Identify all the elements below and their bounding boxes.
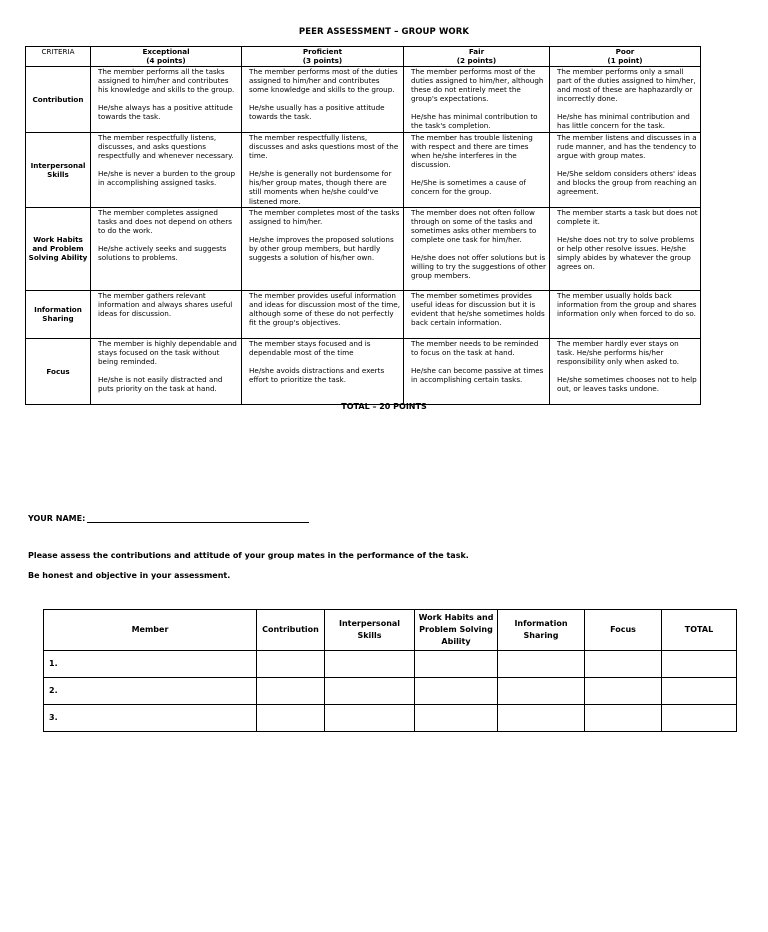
assessment-row bbox=[44, 651, 737, 678]
rubric-cell: The member performs most of the duties assigned to him/her, although these do not entirely meet the group's expectations. He/she has minimal contribution to the task's completion. bbox=[404, 67, 550, 133]
rubric-cell: The member sometimes provides useful ideas for discussion but it is evident that he/she sometimes holds back certain information. bbox=[404, 290, 550, 338]
rubric-row-contribution bbox=[26, 67, 701, 133]
header-total: TOTAL bbox=[662, 610, 737, 651]
rubric-header-row bbox=[26, 47, 701, 67]
rubric-cell: The member usually holds back information from the group and shares information only when forced to do so. bbox=[550, 290, 701, 338]
level-header-poor: Poor (1 point) bbox=[550, 47, 701, 67]
name-field-row bbox=[28, 513, 309, 523]
instruction-honest: Be honest and objective in your assessment. bbox=[28, 571, 231, 580]
score-cell[interactable] bbox=[257, 651, 325, 678]
rubric-table bbox=[25, 46, 701, 405]
level-header-exceptional: Exceptional (4 points) bbox=[91, 47, 242, 67]
rubric-cell: The member is highly dependable and stays focused on the task without being reminded. He/she is not easily distracted and puts priority on the task at hand. bbox=[91, 338, 242, 404]
criteria-header: CRITERIA bbox=[26, 47, 91, 67]
score-cell[interactable] bbox=[585, 705, 662, 732]
rubric-cell: The member has trouble listening with respect and there are times when he/she interferes in the discussion. He/She is sometimes a cause of concern for the group. bbox=[404, 133, 550, 208]
level-header-proficient: Proficient (3 points) bbox=[242, 47, 404, 67]
rubric-cell: The member completes assigned tasks and does not depend on others to do the work. He/she actively seeks and suggests solutions to problems. bbox=[91, 207, 242, 290]
assessment-row bbox=[44, 678, 737, 705]
criterion-label: Focus bbox=[26, 338, 91, 404]
rubric-cell: The member hardly ever stays on task. He/she performs his/her responsibility only when asked to. He/she sometimes chooses not to help out, or leaves tasks undone. bbox=[550, 338, 701, 404]
document-title: PEER ASSESSMENT – GROUP WORK bbox=[298, 27, 470, 37]
assessment-header-row bbox=[44, 610, 737, 651]
criterion-label: Work Habits and Problem Solving Ability bbox=[26, 207, 91, 290]
assessment-row bbox=[44, 705, 737, 732]
score-cell[interactable] bbox=[498, 678, 585, 705]
name-input-line[interactable] bbox=[87, 513, 309, 523]
member-number: 2. bbox=[44, 678, 257, 705]
rubric-cell: The member respectfully listens, discusses and asks questions most of the time. He/she is generally not burdensome for his/her group mates, though there are still moments when he/she could've listened more. bbox=[242, 133, 404, 208]
member-number: 3. bbox=[44, 705, 257, 732]
score-cell[interactable] bbox=[325, 705, 415, 732]
score-cell[interactable] bbox=[415, 705, 498, 732]
rubric-cell: The member does not often follow through on some of the tasks and sometimes asks other members to complete one task for him/her. He/she does not offer solutions but is willing to try the suggestions of other group members. bbox=[404, 207, 550, 290]
score-cell[interactable] bbox=[498, 651, 585, 678]
score-cell[interactable] bbox=[662, 678, 737, 705]
instruction-assess: Please assess the contributions and attitude of your group mates in the performance of the task. bbox=[28, 551, 469, 560]
rubric-row-work-habits bbox=[26, 207, 701, 290]
name-label: YOUR NAME: bbox=[28, 514, 86, 523]
score-cell[interactable] bbox=[415, 651, 498, 678]
assessment-table bbox=[43, 609, 737, 732]
header-information-sharing: Information Sharing bbox=[498, 610, 585, 651]
criterion-label: Interpersonal Skills bbox=[26, 133, 91, 208]
rubric-row-interpersonal-skills bbox=[26, 133, 701, 208]
rubric-cell: The member listens and discusses in a rude manner, and has the tendency to argue with group mates. He/She seldom considers others' ideas and blocks the group from reaching an agreement. bbox=[550, 133, 701, 208]
rubric-row-information-sharing bbox=[26, 290, 701, 338]
total-points-label: TOTAL – 20 POINTS bbox=[341, 402, 427, 411]
score-cell[interactable] bbox=[257, 678, 325, 705]
rubric-cell: The member provides useful information and ideas for discussion most of the time, although some of these do not perfectly fit the group's objectives. bbox=[242, 290, 404, 338]
level-header-fair: Fair (2 points) bbox=[404, 47, 550, 67]
rubric-cell: The member gathers relevant information and always shares useful ideas for discussion. bbox=[91, 290, 242, 338]
score-cell[interactable] bbox=[662, 705, 737, 732]
header-focus: Focus bbox=[585, 610, 662, 651]
header-work-habits: Work Habits and Problem Solving Ability bbox=[415, 610, 498, 651]
rubric-cell: The member needs to be reminded to focus on the task at hand. He/she can become passive at times in accomplishing certain tasks. bbox=[404, 338, 550, 404]
rubric-cell: The member starts a task but does not complete it. He/she does not try to solve problems or help other resolve issues. He/she simply abides by whatever the group agrees on. bbox=[550, 207, 701, 290]
header-member: Member bbox=[44, 610, 257, 651]
score-cell[interactable] bbox=[325, 651, 415, 678]
rubric-cell: The member performs most of the duties assigned to him/her and contributes some knowledge and skills to the group. He/she usually has a positive attitude towards the task. bbox=[242, 67, 404, 133]
rubric-cell: The member performs only a small part of the duties assigned to him/her, and most of these are haphazardly or incorrectly done. He/she has minimal contribution and has little concern for the task. bbox=[550, 67, 701, 133]
score-cell[interactable] bbox=[415, 678, 498, 705]
rubric-cell: The member stays focused and is dependable most of the time He/she avoids distractions and exerts effort to prioritize the task. bbox=[242, 338, 404, 404]
score-cell[interactable] bbox=[325, 678, 415, 705]
criterion-label: Information Sharing bbox=[26, 290, 91, 338]
rubric-cell: The member completes most of the tasks assigned to him/her. He/she improves the proposed solutions by other group members, but hardly suggests a solution of his/her own. bbox=[242, 207, 404, 290]
rubric-cell: The member performs all the tasks assigned to him/her and contributes his knowledge and skills to the group. He/she always has a positive attitude towards the task. bbox=[91, 67, 242, 133]
header-interpersonal-skills: Interpersonal Skills bbox=[325, 610, 415, 651]
header-contribution: Contribution bbox=[257, 610, 325, 651]
score-cell[interactable] bbox=[257, 705, 325, 732]
rubric-row-focus bbox=[26, 338, 701, 404]
member-number: 1. bbox=[44, 651, 257, 678]
criterion-label: Contribution bbox=[26, 67, 91, 133]
score-cell[interactable] bbox=[662, 651, 737, 678]
rubric-cell: The member respectfully listens, discusses, and asks questions respectfully and whenever necessary. He/she is never a burden to the group in accomplishing assigned tasks. bbox=[91, 133, 242, 208]
score-cell[interactable] bbox=[585, 678, 662, 705]
score-cell[interactable] bbox=[585, 651, 662, 678]
score-cell[interactable] bbox=[498, 705, 585, 732]
